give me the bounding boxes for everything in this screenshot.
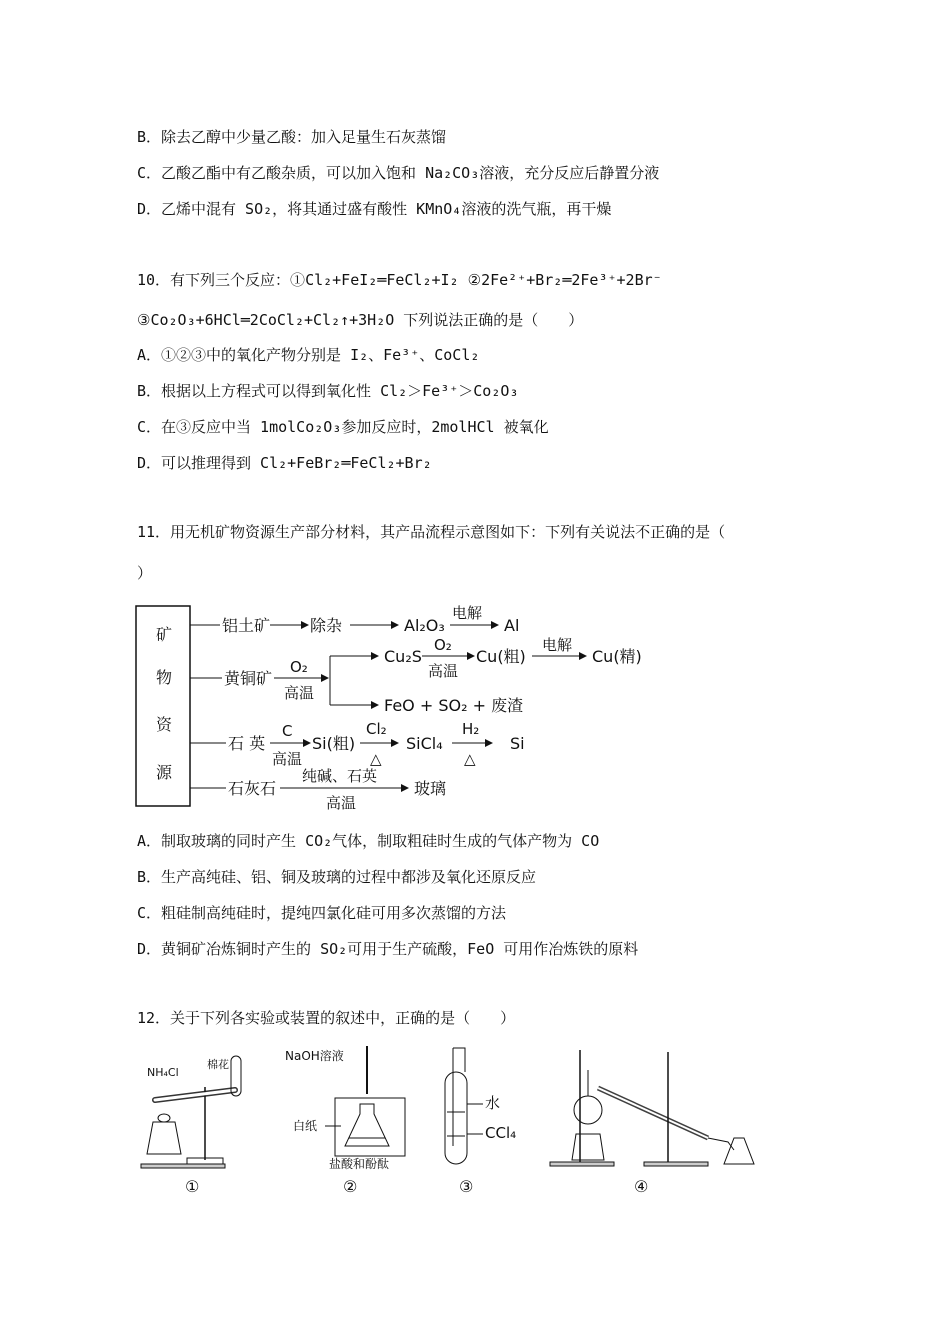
q9-option-d: D．乙烯中混有 SO₂，将其通过盛有酸性 KMnO₄溶液的洗气瓶，再干燥 bbox=[137, 200, 612, 218]
flow-high-temp-2: 高温 bbox=[428, 662, 459, 680]
flow-glass: 玻璃 bbox=[414, 779, 447, 798]
flow-al2o3: Al₂O₃ bbox=[404, 616, 445, 635]
flow-carbon: C bbox=[282, 722, 293, 740]
fig-num-3: ③ bbox=[459, 1177, 474, 1196]
flow-o2-2: O₂ bbox=[434, 636, 452, 654]
q11-stem-line2: ） bbox=[137, 564, 153, 582]
flow-h2: H₂ bbox=[462, 720, 480, 738]
label-naoh: NaOH溶液 bbox=[285, 1049, 344, 1063]
q11-option-b: B．生产高纯硅、铝、铜及玻璃的过程中都涉及氧化还原反应 bbox=[137, 868, 537, 886]
q11-option-a: A．制取玻璃的同时产生 CO₂气体，制取粗硅时生成的气体产物为 CO bbox=[137, 832, 600, 850]
label-hcl-phenolphthalein: 盐酸和酚酞 bbox=[329, 1157, 390, 1171]
flow-sicl4: SiCl₄ bbox=[406, 734, 443, 753]
q11-option-d: D．黄铜矿冶炼铜时产生的 SO₂可用于生产硫酸，FeO 可用作冶炼铁的原料 bbox=[137, 940, 639, 958]
label-white-paper: 白纸 bbox=[293, 1119, 318, 1133]
fig-num-1: ① bbox=[185, 1177, 200, 1196]
flow-heat-1: △ bbox=[370, 750, 382, 768]
label-water: 水 bbox=[485, 1094, 501, 1112]
q10-option-c: C．在③反应中当 1molCo₂O₃参加反应时，2molHCl 被氧化 bbox=[137, 418, 549, 436]
flow-heat-2: △ bbox=[464, 750, 476, 768]
flow-impurity-removal: 除杂 bbox=[310, 616, 343, 635]
apparatus-4 bbox=[548, 1042, 770, 1202]
flow-limestone: 石灰石 bbox=[228, 779, 277, 798]
fig-num-2: ② bbox=[343, 1177, 358, 1196]
flow-bauxite: 铝土矿 bbox=[222, 616, 271, 635]
box-char-3: 资 bbox=[156, 715, 173, 734]
apparatus-3 bbox=[435, 1042, 525, 1202]
label-nh4cl: NH₄Cl bbox=[147, 1066, 179, 1079]
apparatus-1 bbox=[135, 1042, 255, 1202]
q10-option-a: A．①②③中的氧化产物分别是 I₂、Fe³⁺、CoCl₂ bbox=[137, 346, 480, 364]
q10-option-b: B．根据以上方程式可以得到氧化性 Cl₂＞Fe³⁺＞Co₂O₃ bbox=[137, 382, 519, 400]
q9-option-b: B．除去乙醇中少量乙酸：加入足量生石灰蒸馏 bbox=[137, 128, 447, 146]
flow-cl2: Cl₂ bbox=[366, 720, 387, 738]
flow-soda-quartz: 纯碱、石英 bbox=[302, 767, 378, 785]
label-cotton: 棉花 bbox=[207, 1058, 229, 1071]
flow-quartz: 石 英 bbox=[228, 734, 266, 753]
label-ccl4: CCl₄ bbox=[485, 1124, 517, 1142]
q11-option-c: C．粗硅制高纯硅时，提纯四氯化硅可用多次蒸馏的方法 bbox=[137, 904, 507, 922]
q10-option-d: D．可以推理得到 Cl₂+FeBr₂═FeCl₂+Br₂ bbox=[137, 454, 432, 472]
flow-cu2s: Cu₂S bbox=[384, 647, 422, 666]
q11-stem-line1: 11．用无机矿物资源生产部分材料，其产品流程示意图如下：下列有关说法不正确的是（ bbox=[137, 523, 726, 541]
q9-option-c: C．乙酸乙酯中有乙酸杂质，可以加入饱和 Na₂CO₃溶液，充分反应后静置分液 bbox=[137, 164, 660, 182]
flow-electrolysis-1: 电解 bbox=[452, 604, 483, 622]
flow-high-temp-3: 高温 bbox=[272, 750, 303, 768]
q10-stem-line2: ③Co₂O₃+6HCl═2CoCl₂+Cl₂↑+3H₂O 下列说法正确的是（ ） bbox=[137, 311, 584, 329]
box-char-2: 物 bbox=[156, 668, 173, 687]
flow-si-crude: Si(粗) bbox=[312, 734, 356, 753]
flow-high-temp-1: 高温 bbox=[284, 684, 315, 702]
q10-stem-line1: 10．有下列三个反应：①Cl₂+FeI₂═FeCl₂+I₂ ②2Fe²⁺+Br₂═2Fe³⁺+2Br⁻ bbox=[137, 271, 662, 289]
q12-stem: 12．关于下列各实验或装置的叙述中，正确的是（ ） bbox=[137, 1009, 516, 1027]
flow-al: Al bbox=[504, 616, 520, 635]
flow-chalcopyrite: 黄铜矿 bbox=[224, 669, 273, 688]
flow-si: Si bbox=[510, 734, 525, 753]
box-char-1: 矿 bbox=[156, 625, 173, 644]
flow-cu-crude: Cu(粗) bbox=[476, 647, 526, 666]
apparatus-2 bbox=[285, 1042, 415, 1202]
flow-o2-1: O₂ bbox=[290, 658, 308, 676]
flow-cu-refined: Cu(精) bbox=[592, 647, 642, 666]
flow-high-temp-4: 高温 bbox=[326, 794, 357, 812]
flow-feo-so2-slag: FeO + SO₂ + 废渣 bbox=[384, 696, 524, 715]
box-char-4: 源 bbox=[156, 763, 173, 782]
flow-electrolysis-2: 电解 bbox=[542, 636, 573, 654]
mineral-flow-diagram bbox=[130, 598, 650, 813]
fig-num-4: ④ bbox=[634, 1177, 649, 1196]
